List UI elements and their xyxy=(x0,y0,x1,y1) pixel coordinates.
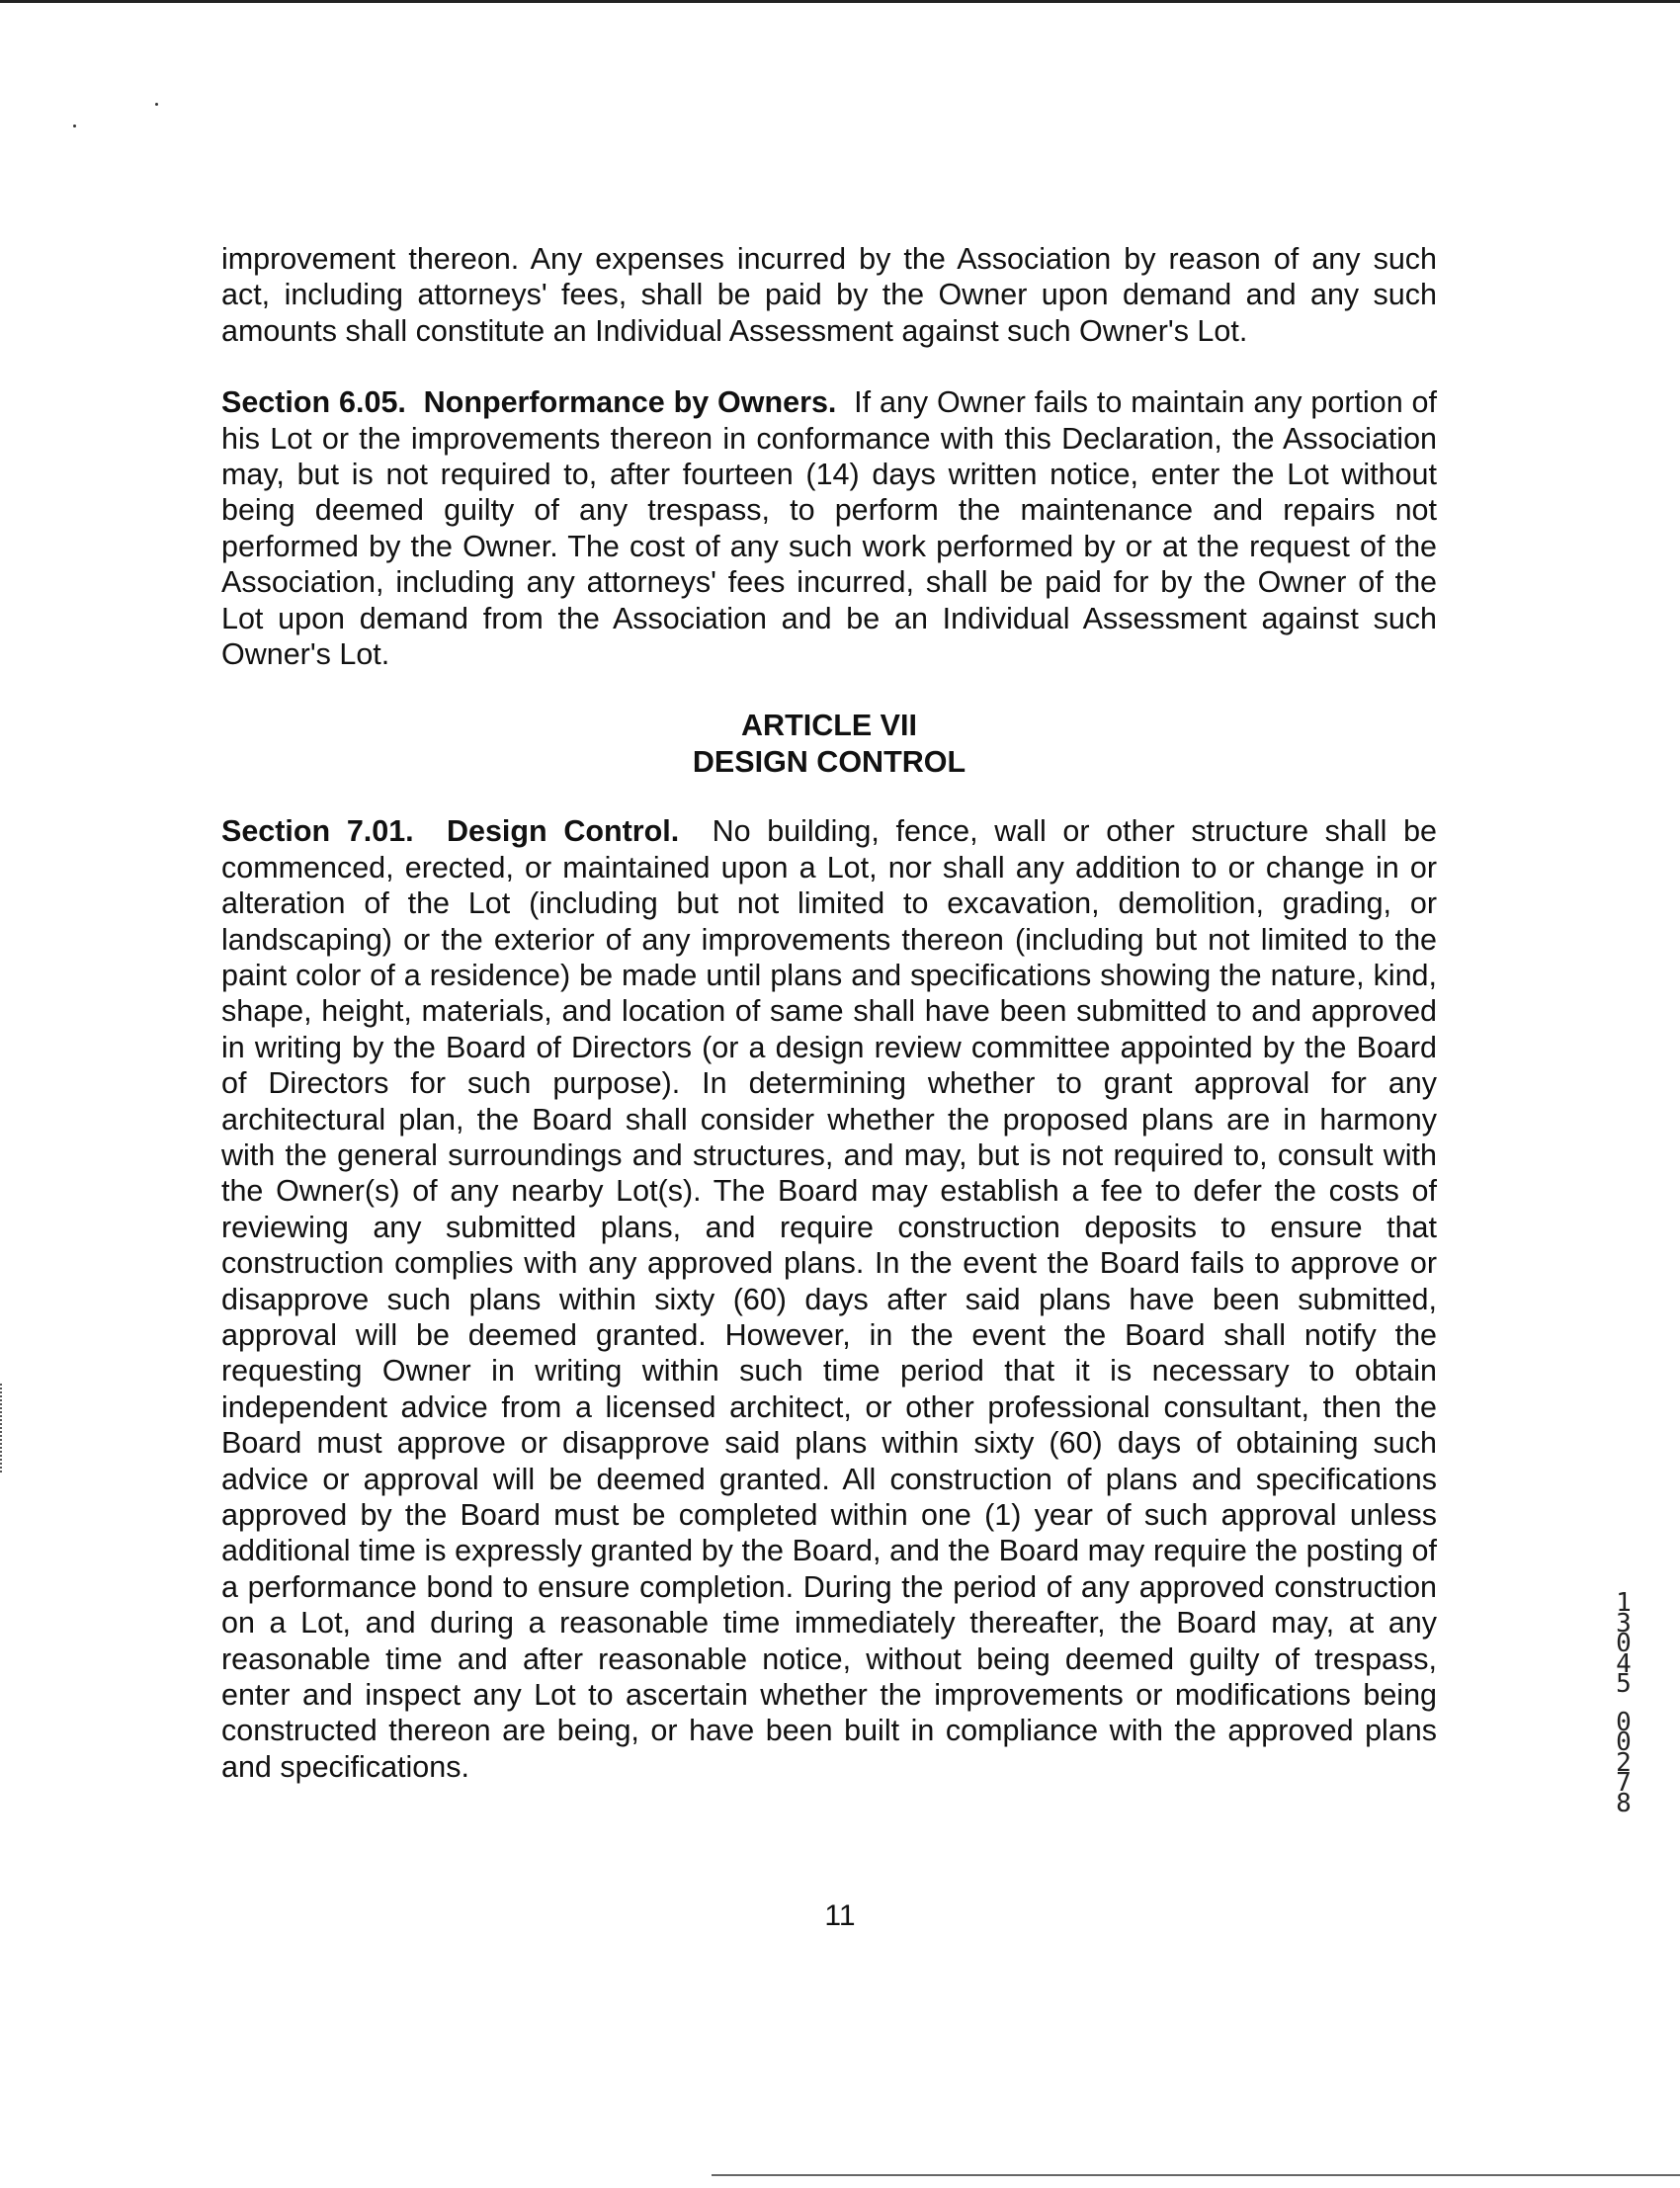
article-title: DESIGN CONTROL xyxy=(692,744,966,779)
section-body: If any Owner fails to maintain any portion of his Lot or the improvements thereon in conformance with this Declaration, the Association may, but is not required to, after fourteen (14) days written notice, enter the Lot without being deemed guilty of any trespass, to perform the maintenance and repairs not performed by the Owner. The cost of any such work performed by or at the request of the Association, including any attorneys' fees incurred, shall be paid for by the Owner of the Lot upon demand from the Association and be an Individual Assessment against such Owner's Lot. xyxy=(221,385,1437,672)
article-number: ARTICLE VII xyxy=(741,709,917,743)
section-6-05 xyxy=(221,384,1437,672)
paragraph-continuation: improvement thereon. Any expenses incurred by the Association by reason of any such act, including attorneys' fees, shall be paid by the Owner upon demand and any such amounts shall constitute an Individual Assessment against such Owner's Lot. xyxy=(221,242,1437,348)
stamp-part-1: 13045 xyxy=(1616,1588,1632,1699)
document-body xyxy=(221,241,1437,1785)
section-body: No building, fence, wall or other structure shall be commenced, erected, or maintained upon a Lot, nor shall any addition to or change in or alteration of the Lot (including but not limited to excavation, demolition, grading, or landscaping) or the exterior of any improvements thereon (including but not limited to the paint color of a residence) be made until plans and specifications showing the nature, kind, shape, height, materials, and location of same shall have been submitted to and approved in writing by the Board of Directors (or a design review committee appointed by the Board of Directors for such purpose). In determining whether to grant approval for any architectural plan, the Board shall consider whether the proposed plans are in harmony with the general surroundings and structures, and may, but is not required to, consult with the Owner(s) of any nearby Lot(s). The Board may establish a fee to defer the costs of reviewing any submitted plans, and require construction deposits to ensure that construction complies with any approved plans. In the event the Board fails to approve or disapprove such plans within sixty (60) days after said plans have been submitted, approval will be deemed granted. However, in the event the Board shall notify the requesting Owner in writing within such time period that it is necessary to obtain independent advice from a licensed architect, or other professional consultant, then the Board must approve or disapprove said plans within sixty (60) days of obtaining such advice or approval will be deemed granted. All construction of plans and specifications approved by the Board must be completed within one (1) year of such approval unless additional time is expressly granted by the Board, and the Board may require the posting of a performance bond to ensure completion. During the period of any approved construction on a Lot, and during a reasonable time immediately thereafter, the Board may, at any reasonable time and after reasonable notice, without being deemed guilty of trespass, enter and inspect any Lot to ascertain whether the improvements or modifications being constructed thereon are being, or have been built in compliance with the approved plans and specifications. xyxy=(221,814,1437,1784)
left-edge-mark xyxy=(0,1384,4,1473)
section-number: Section 7.01. xyxy=(221,814,414,849)
section-number: Section 6.05. xyxy=(221,385,406,420)
scan-speck xyxy=(155,103,158,106)
margin-recording-stamp xyxy=(1609,1588,1638,1818)
page-number: 11 xyxy=(824,1899,856,1932)
section-7-01 xyxy=(221,813,1437,1785)
scan-speck xyxy=(73,125,76,127)
stamp-part-2: 00278 xyxy=(1616,1707,1632,1818)
section-title: Design Control. xyxy=(446,814,680,849)
bottom-edge-rule xyxy=(712,2174,1680,2176)
section-title: Nonperformance by Owners. xyxy=(423,385,837,420)
top-edge-rule xyxy=(0,0,1680,3)
